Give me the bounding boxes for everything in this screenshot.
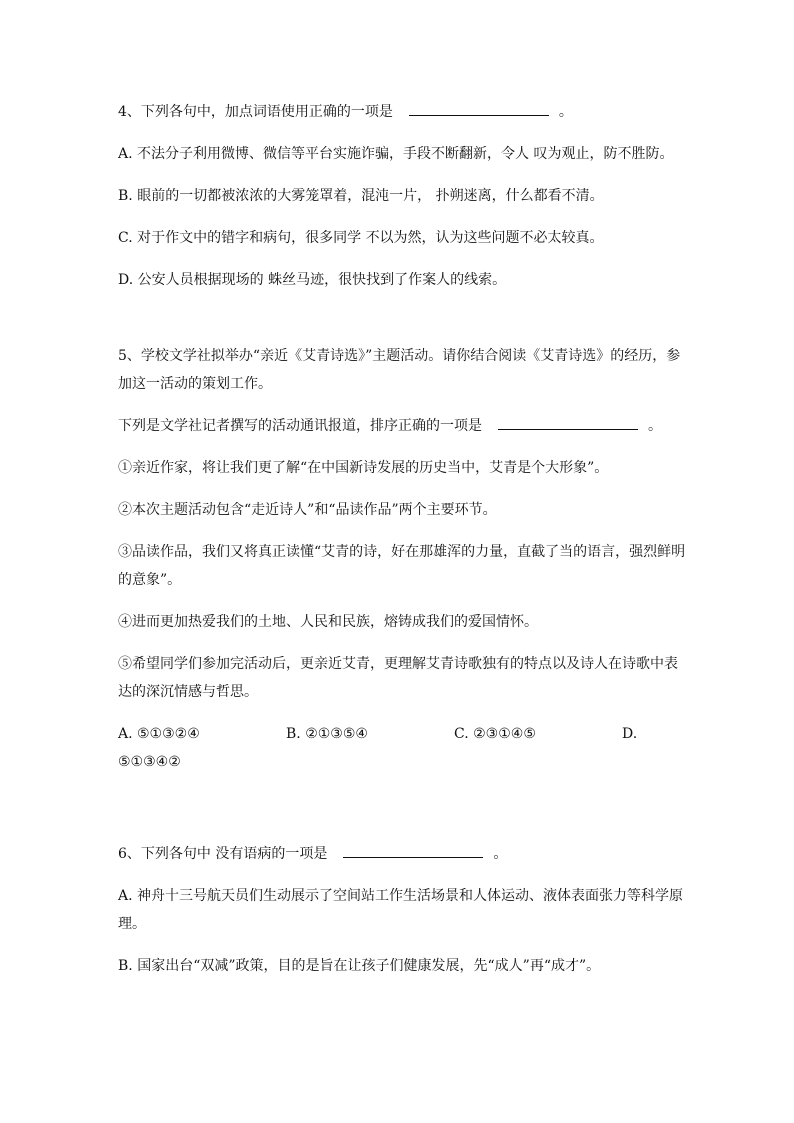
question-5-stem: 5、学校文学社拟举办“亲近《艾青诗选》”主题活动。请你结合阅读《艾青诗选》的经历，参加这一活动的策划工作。 (118, 348, 681, 392)
question-4-stem-text: 4、下列各句中，加点词语使用正确的一项是 (118, 104, 393, 120)
answer-blank-4[interactable] (409, 101, 549, 116)
question-5-sub (118, 412, 688, 440)
q4-option-c: C. 对于作文中的错字和病句，很多同学 不以为然，认为这些问题不必太较真。 (118, 230, 604, 246)
question-6-stem (118, 840, 688, 868)
q5-item-3: ③品读作品，我们又将真正读懂“艾青的诗，好在那雄浑的力量，直截了当的语言，强烈鲜明的意象”。 (118, 544, 686, 588)
q4-option-a: A. 不法分子利用微博、微信等平台实施诈骗，手段不断翻新，令人 叹为观止，防不胜防。 (118, 146, 674, 162)
answer-blank-5[interactable] (498, 415, 638, 430)
q5-option-d: D. (622, 726, 638, 742)
question-4-end: 。 (558, 104, 573, 120)
q5-option-d-value: ⑤①③④② (118, 754, 181, 770)
q6-option-a: A. 神舟十三号航天员们生动展示了空间站工作生活场景和人体运动、液体表面张力等科学原理。 (118, 888, 684, 932)
question-6-end: 。 (493, 846, 508, 862)
q4-option-d: D. 公安人员根据现场的 蛛丝马迹，很快找到了作案人的线索。 (118, 272, 507, 288)
question-5-end: 。 (648, 418, 662, 434)
question-6-stem-text: 6、下列各句中 没有语病的一项是 (118, 846, 328, 862)
question-5-sub-text: 下列是文学社记者撰写的活动通讯报道，排序正确的一项是 (118, 418, 482, 434)
answer-blank-6[interactable] (343, 843, 483, 858)
question-4 (118, 98, 688, 294)
q5-option-b: B. ②①③⑤④ (286, 726, 368, 742)
q5-options-row (118, 720, 688, 748)
question-4-stem (118, 98, 688, 126)
q5-item-2: ②本次主题活动包含“走近诗人”和“品读作品”两个主要环节。 (118, 502, 497, 518)
q5-option-a: A. ⑤①③②④ (118, 726, 200, 742)
q5-option-c: C. ②③①④⑤ (454, 726, 536, 742)
question-6 (118, 840, 688, 980)
q6-option-b: B. 国家出台“双减”政策，目的是旨在让孩子们健康发展，先“成人”再“成才”。 (118, 958, 601, 974)
q5-item-1: ①亲近作家，将让我们更了解“在中国新诗发展的历史当中，艾青是个大形象”。 (118, 460, 609, 476)
question-5 (118, 342, 688, 776)
q5-item-4: ④进而更加热爱我们的土地、人民和民族，熔铸成我们的爱国情怀。 (118, 614, 538, 630)
q4-option-b: B. 眼前的一切都被浓浓的大雾笼罩着，混沌一片， 扑朔迷离，什么都看不清。 (118, 188, 604, 204)
q5-item-5: ⑤希望同学们参加完活动后，更亲近艾青，更理解艾青诗歌独有的特点以及诗人在诗歌中表达的深沉情感与哲思。 (118, 656, 678, 700)
